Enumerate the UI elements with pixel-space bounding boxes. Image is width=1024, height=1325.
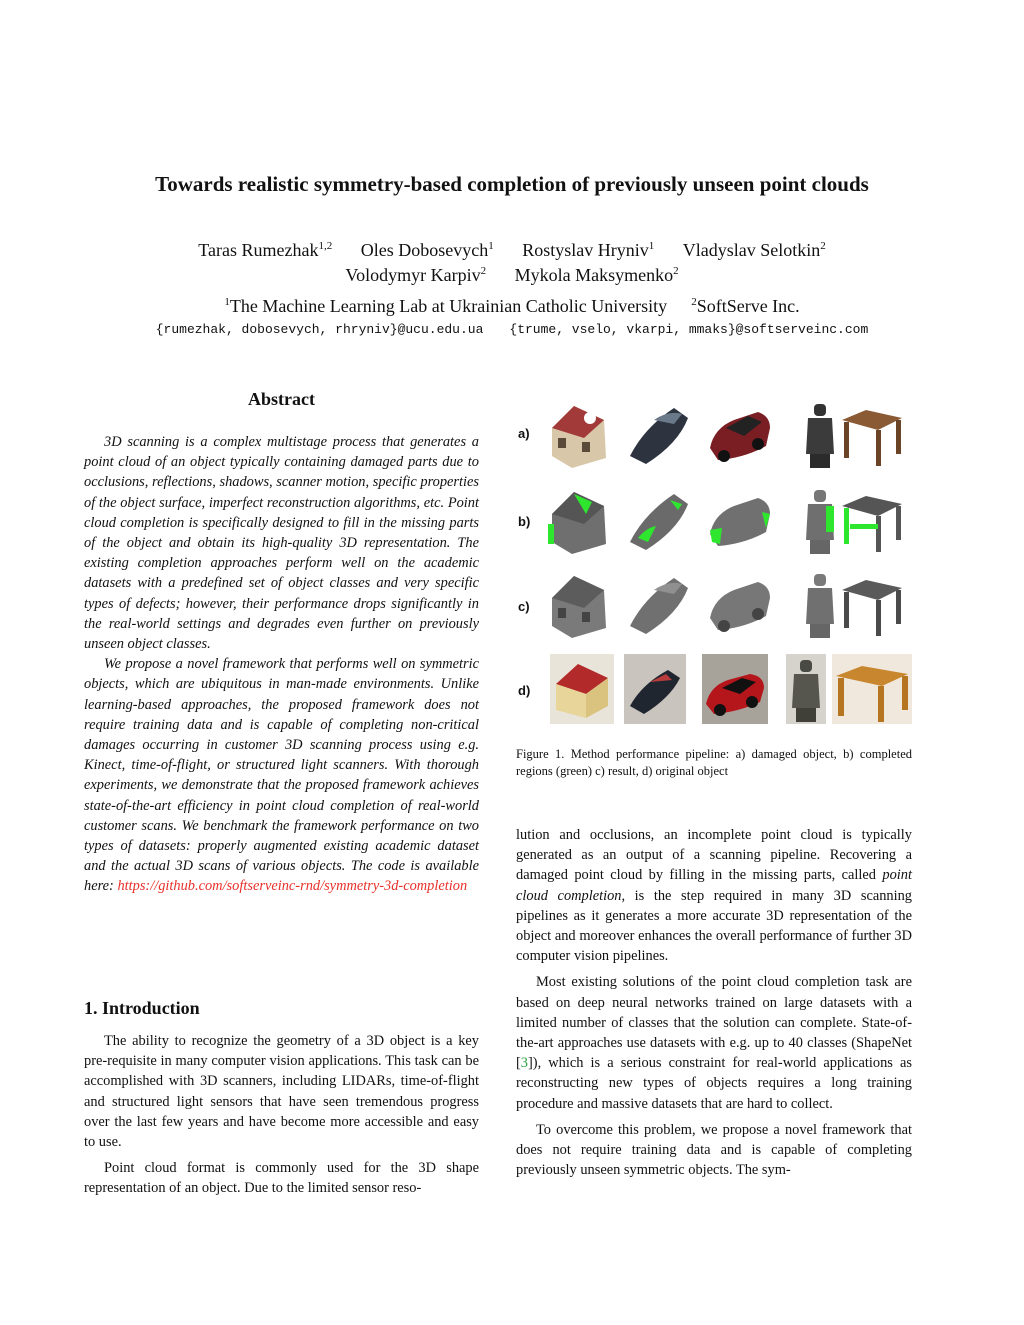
table-photo-thumb — [832, 654, 912, 724]
author: Taras Rumezhak$^{1,2}$ — [198, 240, 333, 260]
code-link[interactable]: https://github.com/softserveinc-rnd/symmetry-3d-completion — [117, 878, 468, 895]
paragraph: To overcome this problem, we propose a novel framework that does not require training data and is capable of completing previously unseen symmetric objects. The sym- — [516, 1121, 912, 1179]
iron-result-thumb — [624, 568, 694, 642]
table-completed-thumb — [836, 484, 906, 558]
paragraph: Most existing solutions of the point cloud completion task are based on deep neural networks trained on large datasets with a limited number of classes that the solution can complete. State-of-the-art approaches use datasets with e.g. up to 40 classes (ShapeNet [3]), which is a serious constraint for real-world applications as reconstructing new types of objects requires a long training procedure and massive datasets that are hard to collect. — [516, 974, 912, 1112]
row-label: d) — [518, 683, 531, 698]
row-label: a) — [518, 426, 530, 441]
statue-photo-thumb — [786, 654, 826, 724]
author-emails: {rumezhak, dobosevych, rhryniv}@ucu.edu.ua {trume, vselo, vkarpi, mmaks}@softserveinc.com — [155, 322, 869, 337]
paragraph: lution and occlusions, an incomplete point cloud is typically generated as an output of a scanning pipeline. Recovering a damaged point cloud by filling in the missing parts, called point cloud completion, is the step required in many 3D scanning pipelines as it generates a more accurate 3D representation of the object and moreover enhances the overall performance of further 3D computer vision pipelines. — [516, 827, 912, 965]
table-result-thumb — [836, 568, 906, 642]
section-heading-introduction: 1. Introduction — [84, 998, 200, 1018]
iron-photo-thumb — [624, 654, 686, 724]
author: Mykola Maksymenko$^2$ — [514, 265, 679, 285]
paper-title: Towards realistic symmetry-based completion of previously unseen point clouds — [155, 172, 869, 196]
authors-line-1 — [0, 240, 1024, 261]
car-damaged-thumb — [704, 398, 774, 472]
paragraph: Point cloud format is commonly used for the 3D shape representation of an object. Due to the limited sensor reso- — [84, 1160, 479, 1197]
figure-1 — [514, 396, 914, 726]
citation-link[interactable]: 3 — [520, 1055, 528, 1072]
house-photo-thumb — [550, 654, 614, 724]
author: Volodymyr Karpiv$^2$ — [345, 265, 487, 285]
authors-line-2 — [0, 265, 1024, 286]
abstract-body — [84, 432, 479, 897]
house-completed-thumb — [544, 484, 614, 558]
row-label: c) — [518, 599, 530, 614]
car-completed-thumb — [704, 484, 774, 558]
car-result-thumb — [704, 568, 774, 642]
row-label: b) — [518, 514, 531, 529]
house-result-thumb — [544, 568, 614, 642]
author: Vladyslav Selotkin$^2$ — [682, 240, 826, 260]
abstract-heading: Abstract — [248, 389, 315, 409]
house-damaged-thumb — [544, 398, 614, 472]
car-photo-thumb — [702, 654, 768, 724]
introduction-continued — [516, 825, 912, 1186]
table-damaged-thumb — [836, 398, 906, 472]
author: Oles Dobosevych$^1$ — [360, 240, 494, 260]
iron-completed-thumb — [624, 484, 694, 558]
iron-damaged-thumb — [624, 398, 694, 472]
introduction-body — [84, 1031, 479, 1205]
author: Rostyslav Hryniv$^1$ — [522, 240, 655, 260]
abstract-paragraph: 3D scanning is a complex multistage process that generates a point cloud of an object typically containing damaged parts due to occlusions, reflections, shadows, scanner motion, specific properties of the object surface, imperfect reconstruction algorithms, etc. Point cloud completion is specifically designed to fill in the missing parts of the object and obtain its high-quality 3D representation. The existing completion approaches perform well on the academic datasets with a predefined set of object classes and very specific types of defects; however, their performance drops significantly in the real-world settings and degrades even further on previously unseen object classes. — [84, 434, 479, 653]
affiliations: $^1$The Machine Learning Lab at Ukrainian Catholic University $^2$SoftServe Inc. — [224, 296, 800, 316]
paragraph: The ability to recognize the geometry of a 3D object is a key pre-requisite in many computer vision applications. This task can be accomplished with 3D scanners, including LIDARs, time-of-flight and structured light sensors that have seen tremendous progress over the last few years and have become more accessible and easy to use. — [84, 1033, 479, 1151]
abstract-paragraph: We propose a novel framework that performs well on symmetric objects, which are ubiquitous in man-made environments. Unlike learning-based approaches, the proposed framework does not require training data and is capable of completing non-critical damages occurring in customer 3D scanning process using e.g. Kinect, time-of-flight, or structured light scanners. With thorough experiments, we demonstrate that the proposed framework achieves state-of-the-art efficiency in point cloud completion of real-world customer scans. We benchmark the framework performance on two types of datasets: properly augmented existing academic dataset and the actual 3D scans of various objects. The code is available here: https://github.com/softserveinc-rnd/symmetry-3d-completion — [84, 656, 479, 895]
figure-caption: Figure 1. Method performance pipeline: a) damaged object, b) completed regions (green) c) result, d) original object — [516, 747, 912, 778]
